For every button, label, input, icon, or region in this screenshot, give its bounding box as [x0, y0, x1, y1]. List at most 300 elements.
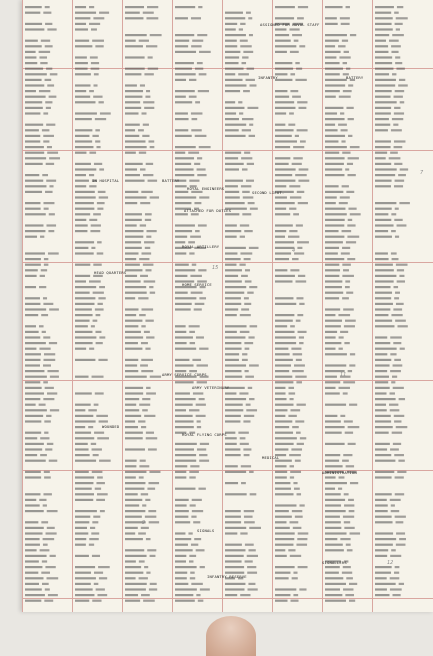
typed-entry	[275, 392, 286, 394]
typed-entry	[144, 566, 148, 568]
typed-entry	[345, 320, 356, 322]
typed-entry	[225, 79, 243, 81]
typed-entry	[189, 180, 199, 182]
typed-entry	[350, 482, 358, 484]
typed-entry	[275, 476, 287, 478]
typed-entry	[275, 532, 295, 534]
typed-entry	[88, 426, 93, 428]
typed-entry	[348, 499, 354, 501]
typed-entry	[325, 34, 347, 36]
typed-entry	[25, 146, 44, 148]
typed-entry	[144, 331, 150, 333]
typed-entry	[50, 555, 56, 557]
typed-entry	[25, 376, 47, 378]
typed-entry	[275, 129, 294, 131]
typed-entry	[395, 208, 399, 210]
typed-entry	[43, 364, 51, 366]
typed-entry	[248, 336, 254, 338]
typed-entry	[396, 28, 400, 30]
typed-entry	[344, 521, 350, 523]
typed-entry	[25, 381, 40, 383]
typed-entry	[144, 280, 156, 282]
typed-entry	[375, 163, 391, 165]
typed-entry	[125, 17, 143, 19]
typed-entry	[345, 286, 350, 288]
typed-entry	[75, 572, 91, 574]
typed-entry	[397, 280, 405, 282]
typed-entry	[43, 112, 48, 114]
typed-entry	[91, 443, 96, 445]
typed-entry	[396, 532, 405, 534]
typed-entry	[40, 549, 50, 551]
typed-entry	[248, 549, 255, 551]
typed-entry	[325, 482, 347, 484]
typed-entry	[244, 152, 250, 154]
typed-entry	[292, 258, 299, 260]
typed-entry	[295, 516, 303, 518]
typed-entry	[94, 73, 99, 75]
typed-entry	[346, 465, 354, 467]
typed-entry	[249, 124, 253, 126]
typed-entry	[125, 404, 136, 406]
typed-entry	[75, 152, 86, 154]
typed-entry	[244, 454, 250, 456]
typed-entry	[225, 359, 239, 361]
typed-entry	[391, 381, 395, 383]
typed-entry	[391, 510, 399, 512]
typed-entry	[397, 269, 404, 271]
typed-entry	[248, 588, 258, 590]
typed-entry	[293, 527, 302, 529]
typed-entry	[75, 432, 91, 434]
typed-entry	[275, 538, 294, 540]
typed-entry	[43, 202, 54, 204]
typed-entry	[325, 432, 342, 434]
typed-entry	[275, 404, 294, 406]
typed-entry	[325, 84, 345, 86]
typed-entry	[225, 510, 241, 512]
typed-entry	[25, 157, 46, 159]
typed-entry	[140, 84, 145, 86]
typed-entry	[325, 336, 336, 338]
typed-entry	[197, 174, 206, 176]
typed-entry	[75, 45, 92, 47]
typed-entry	[375, 577, 387, 579]
typed-entry	[125, 325, 138, 327]
typed-entry	[125, 84, 137, 86]
typed-entry	[93, 292, 104, 294]
typed-entry	[396, 68, 404, 70]
typed-entry	[348, 208, 356, 210]
typed-entry	[249, 364, 259, 366]
typed-entry	[125, 583, 147, 585]
typed-entry	[197, 420, 201, 422]
typed-entry	[193, 521, 200, 523]
typed-entry	[146, 163, 153, 165]
typed-entry	[145, 219, 151, 221]
typed-entry	[125, 236, 143, 238]
typed-entry	[391, 252, 397, 254]
typed-entry	[143, 101, 154, 103]
typed-entry	[325, 68, 343, 70]
typed-entry	[47, 577, 59, 579]
typed-entry	[275, 398, 287, 400]
typed-entry	[125, 532, 135, 534]
typed-entry	[140, 364, 148, 366]
typed-entry	[146, 572, 150, 574]
typed-entry	[39, 404, 46, 406]
typed-entry	[338, 45, 345, 47]
typed-entry	[199, 297, 206, 299]
typed-entry	[290, 73, 295, 75]
typed-entry	[90, 56, 98, 58]
typed-entry	[249, 135, 255, 137]
typed-entry	[295, 62, 299, 64]
typed-entry	[75, 96, 90, 98]
typed-entry	[75, 359, 95, 361]
typed-entry	[146, 45, 157, 47]
typed-entry	[395, 493, 404, 495]
typed-entry	[150, 34, 162, 36]
typed-entry	[25, 124, 43, 126]
typed-entry	[88, 409, 97, 411]
typed-entry	[225, 437, 237, 439]
typed-entry	[141, 493, 148, 495]
typed-entry	[125, 336, 143, 338]
typed-entry	[189, 476, 195, 478]
typed-entry	[350, 213, 361, 215]
typed-entry	[346, 68, 350, 70]
typed-entry	[275, 280, 292, 282]
typed-entry	[199, 348, 208, 350]
typed-entry	[225, 398, 246, 400]
typed-entry	[75, 101, 95, 103]
typed-entry	[96, 588, 105, 590]
typed-entry	[275, 51, 287, 53]
typed-entry	[325, 504, 341, 506]
typed-entry	[394, 96, 403, 98]
section-header: BATTERY	[346, 75, 364, 80]
typed-entry	[175, 45, 188, 47]
typed-entry	[125, 140, 145, 142]
typed-entry	[247, 555, 258, 557]
typed-entry	[245, 544, 254, 546]
typed-entry	[325, 286, 342, 288]
typed-entry	[94, 572, 103, 574]
typed-entry	[339, 96, 351, 98]
section-header: ROYAL ENGINEERS	[187, 186, 225, 191]
typed-entry	[175, 392, 190, 394]
typed-entry	[25, 275, 37, 277]
typed-entry	[244, 230, 252, 232]
typed-entry	[175, 465, 187, 467]
typed-entry	[275, 521, 286, 523]
typed-entry	[241, 275, 248, 277]
typed-entry	[375, 68, 393, 70]
typed-entry	[243, 448, 251, 450]
typed-entry	[125, 241, 141, 243]
typed-entry	[75, 308, 92, 310]
typed-entry	[275, 325, 287, 327]
typed-entry	[47, 443, 53, 445]
typed-entry	[25, 163, 43, 165]
typed-entry	[98, 191, 106, 193]
typed-entry	[275, 157, 290, 159]
typed-entry	[325, 129, 338, 131]
typed-entry	[225, 157, 238, 159]
typed-entry	[197, 62, 203, 64]
typed-entry	[25, 588, 42, 590]
typed-entry	[89, 6, 94, 8]
typed-entry	[75, 140, 92, 142]
typed-entry	[94, 432, 104, 434]
typed-entry	[25, 359, 41, 361]
typed-entry	[325, 185, 339, 187]
typed-entry	[349, 583, 357, 585]
typed-entry	[200, 566, 205, 568]
typed-entry	[375, 157, 386, 159]
typed-entry	[325, 241, 343, 243]
typed-entry	[25, 392, 44, 394]
typed-entry	[342, 572, 352, 574]
typed-entry	[75, 583, 91, 585]
typed-entry	[175, 196, 196, 198]
typed-entry	[175, 325, 186, 327]
typed-entry	[175, 79, 186, 81]
typed-entry	[175, 51, 196, 53]
typed-entry	[141, 426, 146, 428]
typed-entry	[290, 476, 294, 478]
typed-entry	[275, 555, 287, 557]
typed-entry	[325, 252, 338, 254]
typed-entry	[275, 577, 289, 579]
typed-entry	[25, 398, 40, 400]
typed-entry	[225, 56, 239, 58]
typed-entry	[390, 152, 398, 154]
typed-entry	[97, 476, 103, 478]
typed-entry	[125, 191, 138, 193]
typed-entry	[125, 426, 138, 428]
typed-entry	[292, 370, 304, 372]
typed-entry	[225, 68, 244, 70]
typed-entry	[325, 297, 339, 299]
typed-entry	[75, 532, 88, 534]
typed-entry	[293, 572, 297, 574]
document-sheet	[22, 0, 433, 612]
typed-entry	[325, 124, 335, 126]
typed-entry	[325, 600, 346, 602]
typed-entry	[249, 527, 261, 529]
typed-entry	[375, 510, 388, 512]
typed-entry	[375, 538, 396, 540]
typed-entry	[75, 437, 94, 439]
typed-entry	[125, 6, 144, 8]
typed-entry	[295, 280, 306, 282]
typed-entry	[189, 555, 196, 557]
typed-entry	[25, 493, 40, 495]
typed-entry	[295, 460, 301, 462]
typed-entry	[338, 314, 350, 316]
typed-entry	[175, 521, 190, 523]
typed-entry	[25, 325, 36, 327]
typed-entry	[39, 286, 46, 288]
typed-entry	[225, 236, 237, 238]
typed-entry	[225, 308, 238, 310]
typed-entry	[25, 572, 38, 574]
typed-entry	[296, 544, 307, 546]
typed-entry	[325, 476, 336, 478]
typed-entry	[240, 594, 250, 596]
typed-entry	[225, 34, 246, 36]
typed-entry	[325, 112, 337, 114]
typed-entry	[325, 269, 340, 271]
typed-entry	[275, 314, 294, 316]
typed-entry	[391, 51, 398, 53]
typed-entry	[125, 566, 141, 568]
typed-entry	[325, 493, 341, 495]
section-header: HOME SERVICE	[182, 282, 212, 287]
typed-entry	[225, 527, 246, 529]
typed-entry	[142, 409, 148, 411]
typed-entry	[297, 17, 304, 19]
typed-entry	[25, 342, 46, 344]
typed-entry	[240, 252, 252, 254]
typed-entry	[141, 527, 149, 529]
typed-entry	[375, 51, 388, 53]
typed-entry	[225, 348, 242, 350]
typed-entry	[299, 303, 304, 305]
typed-entry	[191, 516, 196, 518]
typed-entry	[41, 521, 48, 523]
typed-entry	[375, 448, 387, 450]
typed-entry	[245, 269, 250, 271]
typed-entry	[125, 314, 136, 316]
typed-entry	[200, 443, 209, 445]
typed-entry	[143, 600, 155, 602]
typed-entry	[125, 152, 136, 154]
typed-entry	[196, 404, 206, 406]
typed-entry	[325, 538, 337, 540]
typed-entry	[45, 566, 55, 568]
typed-entry	[175, 600, 195, 602]
typed-entry	[375, 219, 391, 221]
typed-entry	[75, 471, 89, 473]
typed-entry	[375, 504, 388, 506]
typed-entry	[43, 504, 47, 506]
typed-entry	[194, 163, 200, 165]
typed-entry	[375, 583, 396, 585]
typed-entry	[396, 264, 408, 266]
typed-entry	[375, 454, 391, 456]
typed-entry	[291, 348, 301, 350]
typed-entry	[125, 40, 136, 42]
typed-entry	[375, 471, 394, 473]
typed-entry	[145, 499, 150, 501]
typed-entry	[225, 275, 238, 277]
typed-entry	[25, 314, 38, 316]
typed-entry	[275, 174, 292, 176]
section-header: INFANTRY	[258, 75, 278, 80]
typed-entry	[100, 112, 111, 114]
typed-entry	[75, 348, 86, 350]
typed-entry	[225, 588, 245, 590]
typed-entry	[75, 336, 96, 338]
typed-entry	[297, 404, 306, 406]
typed-entry	[225, 185, 238, 187]
typed-entry	[49, 185, 53, 187]
typed-entry	[196, 336, 204, 338]
typed-entry	[395, 236, 399, 238]
typed-entry	[394, 140, 405, 142]
typed-entry	[43, 135, 54, 137]
typed-entry	[45, 45, 53, 47]
typed-entry	[375, 286, 391, 288]
typed-entry	[390, 577, 400, 579]
typed-entry	[75, 493, 94, 495]
typed-entry	[225, 314, 237, 316]
typed-entry	[242, 168, 248, 170]
typed-entry	[75, 196, 96, 198]
typed-entry	[225, 180, 243, 182]
typed-entry	[375, 409, 387, 411]
typed-entry	[246, 79, 255, 81]
typed-entry	[296, 224, 303, 226]
typed-entry	[375, 112, 391, 114]
typed-entry	[193, 392, 203, 394]
typed-entry	[338, 124, 347, 126]
typed-entry	[325, 314, 335, 316]
typed-entry	[50, 73, 58, 75]
typed-entry	[148, 482, 159, 484]
typed-entry	[125, 146, 147, 148]
typed-entry	[375, 107, 391, 109]
typed-entry	[125, 213, 142, 215]
typed-entry	[240, 437, 246, 439]
typed-entry	[248, 583, 255, 585]
typed-entry	[25, 404, 36, 406]
typed-entry	[139, 577, 148, 579]
typed-entry	[150, 583, 157, 585]
typed-entry	[225, 286, 246, 288]
typed-entry	[243, 196, 254, 198]
typed-entry	[75, 40, 89, 42]
typed-entry	[25, 269, 38, 271]
typed-entry	[393, 387, 404, 389]
typed-entry	[344, 325, 355, 327]
typed-entry	[299, 168, 309, 170]
typed-entry	[275, 594, 290, 596]
typed-entry	[149, 521, 159, 523]
typed-entry	[275, 482, 290, 484]
typed-entry	[293, 353, 302, 355]
typed-entry	[375, 258, 389, 260]
typed-entry	[39, 348, 50, 350]
typed-entry	[146, 437, 158, 439]
typed-entry	[25, 258, 41, 260]
typed-entry	[139, 476, 144, 478]
typed-entry	[175, 308, 191, 310]
typed-entry	[225, 17, 245, 19]
typed-entry	[175, 460, 196, 462]
typed-entry	[343, 90, 352, 92]
typed-entry	[91, 62, 99, 64]
typed-entry	[275, 241, 294, 243]
typed-entry	[175, 364, 194, 366]
typed-entry	[175, 163, 191, 165]
typed-entry	[89, 90, 94, 92]
typed-entry	[99, 12, 109, 14]
typed-entry	[299, 588, 306, 590]
